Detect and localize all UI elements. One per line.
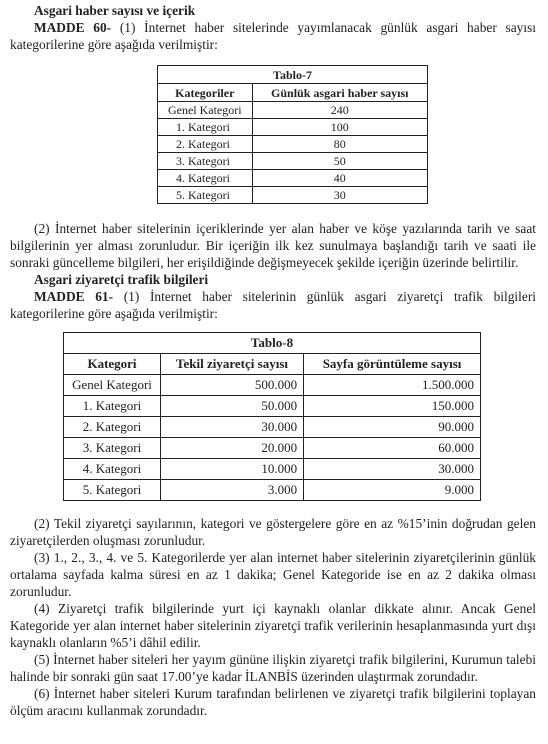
table-7-header-category: Kategoriler bbox=[158, 84, 253, 102]
table-7 bbox=[157, 65, 428, 204]
table-row bbox=[158, 136, 428, 153]
table-cell: 20.000 bbox=[161, 438, 304, 459]
table-cell: 150.000 bbox=[304, 396, 481, 417]
table-cell: 3.000 bbox=[161, 480, 304, 501]
table-cell: 3. Kategori bbox=[158, 153, 253, 170]
table-row bbox=[158, 170, 428, 187]
table-cell: 240 bbox=[252, 102, 427, 119]
table-cell: 30.000 bbox=[161, 417, 304, 438]
table-cell: 30 bbox=[252, 187, 427, 204]
table-cell: 2. Kategori bbox=[158, 136, 253, 153]
article-60-label: MADDE 60- bbox=[34, 20, 112, 35]
table-8-header-page-views: Sayfa görüntüleme sayısı bbox=[304, 354, 481, 375]
section-heading-traffic: Asgari ziyaretçi trafik bilgileri bbox=[34, 272, 209, 287]
article-61-label: MADDE 61- bbox=[34, 289, 114, 304]
table-cell: 4. Kategori bbox=[64, 459, 161, 480]
table-cell: 1.500.000 bbox=[304, 375, 481, 396]
article-60-text: (1) İnternet haber sitelerinde yayımlanacak günlük asgari haber sayısı kategorilerine göre aşağıda verilmiştir: bbox=[10, 20, 536, 52]
table-cell: 50 bbox=[252, 153, 427, 170]
table-cell: 1. Kategori bbox=[64, 396, 161, 417]
article-60-intro bbox=[10, 19, 536, 53]
table-cell: Genel Kategori bbox=[64, 375, 161, 396]
table-row bbox=[158, 153, 428, 170]
table-cell: 3. Kategori bbox=[64, 438, 161, 459]
table-row bbox=[64, 417, 481, 438]
section-heading-news-count: Asgari haber sayısı ve içerik bbox=[34, 3, 196, 18]
table-cell: 500.000 bbox=[161, 375, 304, 396]
table-cell: 1. Kategori bbox=[158, 119, 253, 136]
table-cell: 50.000 bbox=[161, 396, 304, 417]
table-8-title: Tablo-8 bbox=[64, 333, 481, 354]
table-7-title: Tablo-7 bbox=[158, 66, 428, 84]
table-row bbox=[158, 119, 428, 136]
table-cell: 100 bbox=[252, 119, 427, 136]
paragraph-direct-visitors: (2) Tekil ziyaretçi sayılarının, kategori ve göstergelere göre en az %15’inin doğrudan gelen ziyaretçilerden oluşması zorunludur. bbox=[10, 516, 536, 548]
table-cell: 40 bbox=[252, 170, 427, 187]
article-61-intro bbox=[10, 288, 536, 322]
paragraph-reporting: (5) İnternet haber siteleri her yayım gününe ilişkin ziyaretçi trafik bilgilerini, Kurumun talebi halinde bir sonraki gün saat 17.00’ye kadar İLANBİS üzerinden ulaştırmak zorundadır. bbox=[10, 652, 536, 684]
table-cell: 60.000 bbox=[304, 438, 481, 459]
table-cell: 4. Kategori bbox=[158, 170, 253, 187]
paragraph-measurement-tool: (6) İnternet haber siteleri Kurum tarafından belirlenen ve ziyaretçi trafik bilgilerini toplayan ölçüm aracını kullanmak zorundadır. bbox=[10, 686, 536, 718]
table-row bbox=[64, 438, 481, 459]
paragraph-time-on-page: (3) 1., 2., 3., 4. ve 5. Kategorilerde yer alan internet haber sitelerinin ziyaretçilerinin günlük ortalama sayfada kalma süresi en az 1 dakika; Genel Kategoride ise en az 2 dakika olması zorunludur. bbox=[10, 550, 536, 599]
table-cell: 80 bbox=[252, 136, 427, 153]
table-cell: 2. Kategori bbox=[64, 417, 161, 438]
table-cell: 10.000 bbox=[161, 459, 304, 480]
table-cell: 30.000 bbox=[304, 459, 481, 480]
table-row bbox=[64, 480, 481, 501]
table-8-header-category: Kategori bbox=[64, 354, 161, 375]
table-row bbox=[158, 187, 428, 204]
table-row bbox=[64, 396, 481, 417]
table-cell: 90.000 bbox=[304, 417, 481, 438]
table-7-header-count: Günlük asgari haber sayısı bbox=[252, 84, 427, 102]
table-cell: Genel Kategori bbox=[158, 102, 253, 119]
table-8-header-unique-visitors: Tekil ziyaretçi sayısı bbox=[161, 354, 304, 375]
table-row bbox=[158, 102, 428, 119]
table-cell: 5. Kategori bbox=[64, 480, 161, 501]
paragraph-date-time: (2) İnternet haber sitelerinin içeriklerinde yer alan haber ve köşe yazılarında tarih ve saat bilgilerinin yer alması zorunludur. Bir içeriğin ilk kez sunulmaya başlandığı tarih ve saati ile sonraki güncelleme bilgileri, her erişildiğinde değişmeyecek şekilde içeriğin üzerinde belirtilir. bbox=[10, 221, 536, 270]
table-row bbox=[64, 375, 481, 396]
table-cell: 5. Kategori bbox=[158, 187, 253, 204]
article-61-text: (1) İnternet haber sitelerinin günlük asgari ziyaretçi trafik bilgileri kategorilerine göre aşağıda verilmiştir: bbox=[10, 289, 536, 321]
table-row bbox=[64, 459, 481, 480]
table-8 bbox=[63, 332, 481, 501]
paragraph-domestic-traffic: (4) Ziyaretçi trafik bilgilerinde yurt içi kaynaklı olanlar dikkate alınır. Ancak Genel Kategoride yer alan internet haber sitelerinin ziyaretçi trafik verilerinin hesaplanmasında yurt dışı kaynaklı olanların %5’i dâhil edilir. bbox=[10, 601, 536, 650]
table-cell: 9.000 bbox=[304, 480, 481, 501]
